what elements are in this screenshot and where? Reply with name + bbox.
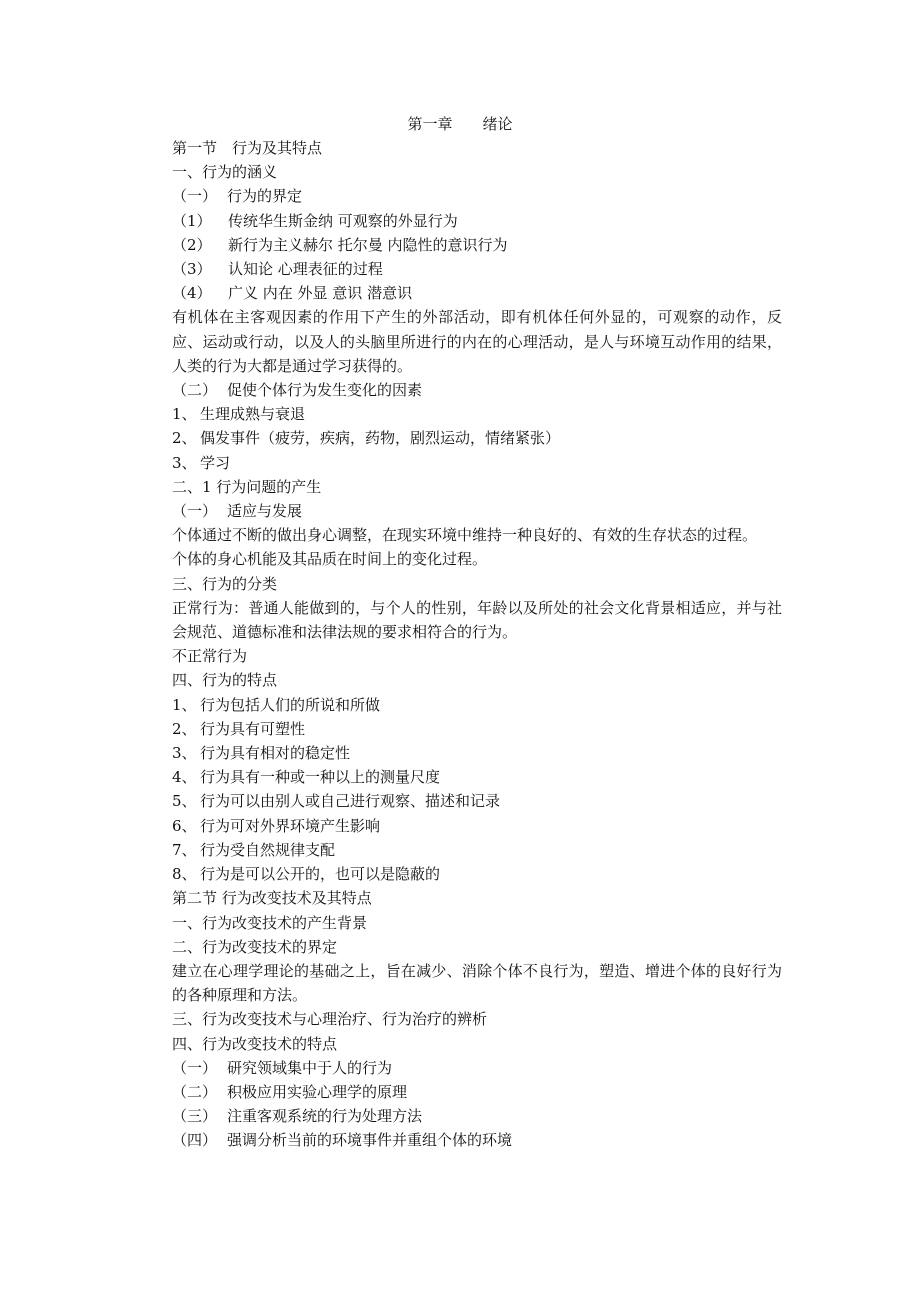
list-item (172, 378, 782, 402)
list-item-label: 6、 (172, 816, 197, 835)
list-item (172, 281, 782, 305)
paragraph: 个体通过不断的做出身心调整，在现实环境中维持一种良好的、有效的生存状态的过程。 (172, 526, 758, 545)
list-item (172, 838, 782, 862)
list-item (172, 451, 782, 475)
list-item-text: 行为可对外界环境产生影响 (200, 816, 381, 835)
section-heading: 三、行为的分类 (172, 574, 278, 593)
list-item (172, 402, 782, 426)
list-item-label: （一） (172, 502, 218, 521)
list-item-text: 积极应用实验心理学的原理 (227, 1082, 408, 1101)
list-item-label: （一） (172, 1058, 218, 1077)
list-item-label: 2、 (172, 429, 197, 448)
paragraph: 建立在心理学理论的基础之上，旨在减少、消除个体不良行为，塑造、增进个体的良好行为的各种原理和方法。 (172, 961, 782, 1005)
list-item-text: 行为受自然规律支配 (200, 840, 336, 859)
list-item-text: 行为的界定 (227, 187, 303, 206)
list-item-label: 1、 (172, 695, 197, 714)
list-item-label: （二） (172, 381, 218, 400)
chapter-title-name: 绪论 (482, 115, 513, 133)
list-item-label: 4、 (172, 768, 197, 787)
list-item-text: 行为具有可塑性 (200, 719, 306, 738)
section-heading: 四、行为的特点 (172, 671, 278, 690)
section-heading: 个体的身心机能及其品质在时间上的变化过程。 (172, 550, 488, 569)
section-heading: 一、行为改变技术的产生背景 (172, 913, 368, 932)
list-item-text: 适应与发展 (227, 502, 303, 521)
list-item-label: 1、 (172, 405, 197, 424)
list-item (172, 789, 782, 813)
list-item (172, 765, 782, 789)
list-item-text: 学习 (200, 453, 231, 472)
section-heading: 不正常行为 (172, 647, 248, 666)
section-heading: 四、行为改变技术的特点 (172, 1034, 338, 1053)
list-item (172, 814, 782, 838)
list-item-label: （3） (172, 260, 212, 279)
document-body (172, 136, 782, 1153)
list-item-label: （四） (172, 1131, 218, 1150)
list-item (172, 1056, 782, 1080)
list-item-label: （2） (172, 235, 212, 254)
list-item (172, 209, 782, 233)
section-heading: 第二节 行为改变技术及其特点 (172, 889, 372, 908)
list-item-text: 强调分析当前的环境事件并重组个体的环境 (227, 1131, 513, 1150)
list-item (172, 693, 782, 717)
list-item-label: （一） (172, 187, 218, 206)
list-item (172, 741, 782, 765)
list-item-label: 5、 (172, 792, 197, 811)
list-item (172, 499, 782, 523)
list-item (172, 862, 782, 886)
list-item (172, 1080, 782, 1104)
list-item-text: 偶发事件（疲劳，疾病，药物，剧烈运动，情绪紧张） (200, 429, 561, 448)
list-item-text: 研究领域集中于人的行为 (227, 1058, 393, 1077)
list-item-text: 促使个体行为发生变化的因素 (227, 381, 423, 400)
section-heading: 一、行为的涵义 (172, 163, 278, 182)
section-heading: 三、行为改变技术与心理治疗、行为治疗的辨析 (172, 1010, 488, 1029)
list-item-text: 传统华生斯金纳 可观察的外显行为 (228, 211, 458, 230)
list-item (172, 233, 782, 257)
list-item-label: 8、 (172, 865, 197, 884)
chapter-title-number: 第一章 (407, 115, 453, 133)
list-item-label: 3、 (172, 744, 197, 763)
list-item-text: 认知论 心理表征的过程 (228, 260, 383, 279)
list-item-label: （4） (172, 284, 212, 303)
list-item-text: 行为包括人们的所说和所做 (200, 695, 381, 714)
list-item (172, 257, 782, 281)
list-item (172, 426, 782, 450)
list-item-label: （1） (172, 211, 212, 230)
list-item-label: 2、 (172, 719, 197, 738)
paragraph: 有机体在主客观因素的作用下产生的外部活动，即有机体任何外显的，可观察的动作，反应、运动或行动，以及人的头脑里所进行的内在的心理活动，是人与环境互动作用的结果，人类的行为大都是通过学习获得的。 (172, 308, 782, 375)
section-heading: 第一节 行为及其特点 (172, 139, 323, 157)
list-item-label: 7、 (172, 840, 197, 859)
list-item (172, 184, 782, 208)
section-heading: 二、行为改变技术的界定 (172, 937, 338, 956)
paragraph: 正常行为：普通人能做到的，与个人的性别，年龄以及所处的社会文化背景相适应，并与社会规范、道德标准和法律法规的要求相符合的行为。 (172, 598, 782, 642)
list-item (172, 717, 782, 741)
list-item-label: （二） (172, 1082, 218, 1101)
list-item-text: 新行为主义赫尔 托尔曼 内隐性的意识行为 (228, 235, 508, 254)
list-item-text: 生理成熟与衰退 (200, 405, 306, 424)
list-item (172, 1104, 782, 1128)
list-item-text: 行为具有一种或一种以上的测量尺度 (200, 768, 441, 787)
chapter-title (0, 112, 920, 136)
list-item-text: 行为可以由别人或自己进行观察、描述和记录 (200, 792, 501, 811)
list-item-label: 3、 (172, 453, 197, 472)
list-item-text: 广义 内在 外显 意识 潜意识 (228, 284, 413, 303)
list-item-text: 行为具有相对的稳定性 (200, 744, 351, 763)
list-item-text: 注重客观系统的行为处理方法 (227, 1107, 423, 1126)
list-item-label: （三） (172, 1107, 218, 1126)
section-heading: 二、1 行为问题的产生 (172, 477, 322, 496)
list-item-text: 行为是可以公开的，也可以是隐蔽的 (200, 865, 441, 884)
list-item (172, 1128, 782, 1152)
